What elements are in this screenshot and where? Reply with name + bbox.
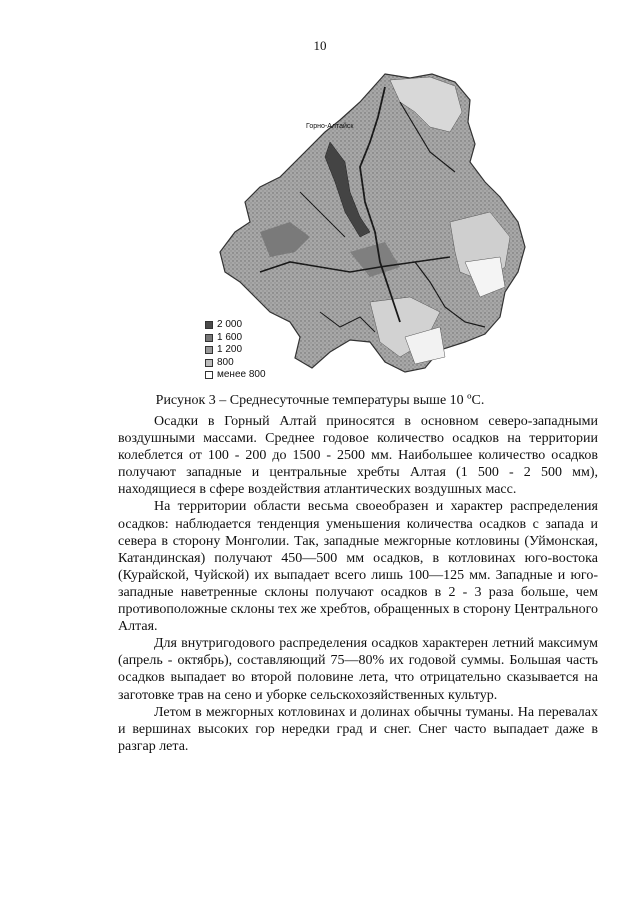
- legend-item: [205, 344, 266, 357]
- page-number: 10: [313, 38, 327, 53]
- city-label: Горно-Алтайск: [306, 123, 354, 130]
- legend-label: менее 800: [217, 369, 266, 380]
- figure-caption: Рисунок 3 – Среднесуточные температуры выше 10 ºС.: [155, 393, 485, 408]
- map-legend: [205, 319, 266, 382]
- legend-label: 2 000: [217, 319, 243, 330]
- legend-swatch: [205, 334, 213, 342]
- paragraph: На территории области весьма своеобразен и характер распределения осадков: наблюдается тенденция уменьшения количества осадков с запада и севера в сторону Монголии. Так, западные межгорные котловины (Уймонская, Катандинская) получают 450—500 мм осадков, в котловинах юго-востока (Курайской, Чуйской) их выпадает всего лишь 100—125 мм. Западные и юго-западные наветренные склоны получают осадков в 2 - 3 раза больше, чем противоположные склоны тех же хребтов, обращенных в сторону Центрального Алтая.: [118, 499, 598, 635]
- paragraph: Для внутригодового распределения осадков характерен летний максимум (апрель - октябрь), составляющий 75—80% их годовой суммы. Большая часть осадков выпадает во второй половине лета, что отрицательно сказывается на заготовке трав на сено и уборке сельскохозяйственных культур.: [118, 636, 598, 703]
- body-text: [118, 413, 598, 755]
- legend-swatch: [205, 359, 213, 367]
- legend-label: 1 600: [217, 331, 243, 343]
- legend-item: [205, 369, 266, 382]
- legend-swatch: [205, 371, 213, 379]
- legend-label: 1 200: [217, 344, 243, 355]
- legend-swatch: [205, 321, 213, 329]
- legend-item: [205, 357, 266, 370]
- legend-swatch: [205, 346, 213, 354]
- paragraph: Летом в межгорных котловинах и долинах обычны туманы. На перевалах и вершинах высоких гор нередки град и снег. Снег часто выпадает даже в разгар лета.: [118, 704, 598, 754]
- paragraph: Осадки в Горный Алтай приносятся в основном северо-западными воздушными массами. Среднее годовое количество осадков на территории колеблется от 100 - 200 до 1500 - 2500 мм. Наибольшее количество осадков получают западные и центральные хребты Алтая (1 500 - 2 500 мм), находящиеся в сфере воздействия атлантических воздушных масс.: [118, 414, 598, 498]
- legend-label: 800: [217, 356, 234, 368]
- legend-item: [205, 319, 266, 332]
- legend-item: [205, 332, 266, 345]
